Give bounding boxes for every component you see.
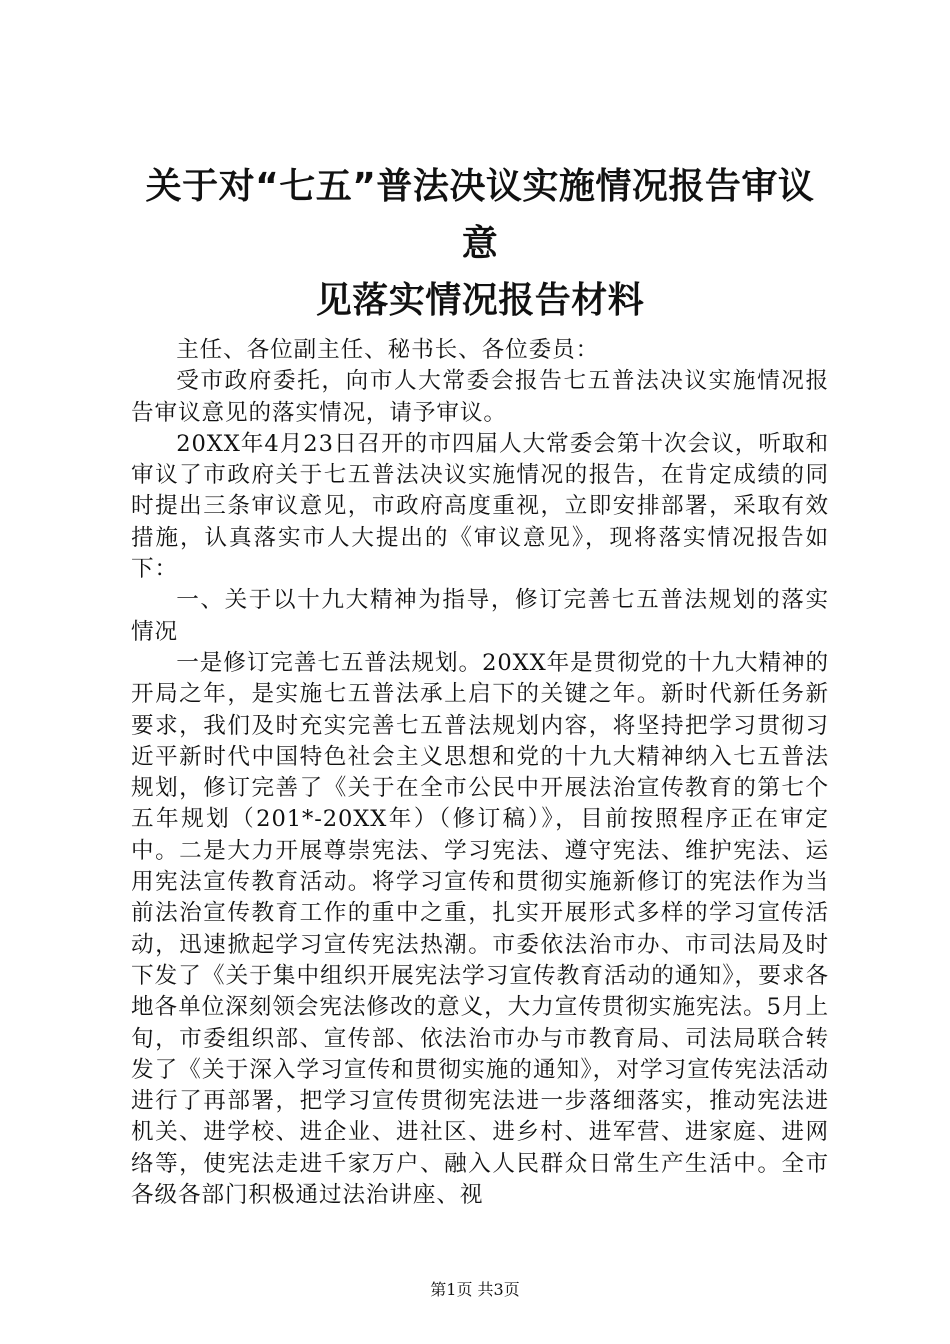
paragraph-section-1: 一是修订完善七五普法规划。20XX年是贯彻党的十九大精神的开局之年，是实施七五普法承上启下的关键之年。新时代新任务新要求，我们及时充实完善七五普法规划内容，将坚持把学习贯彻习近平新时代中国特色社会主义思想和党的十九大精神纳入七五普法规划，修订完善了《关于在全市公民中开展法治宣传教育的第七个五年规划（201*-20XX年）（修订稿）》，目前按照程序正在审定中。二是大力开展尊崇宪法、学习宪法、遵守宪法、维护宪法、运用宪法宣传教育活动。将学习宣传和贯彻实施新修订的宪法作为当前法治宣传教育工作的重中之重，扎实开展形式多样的学习宣传活动，迅速掀起学习宣传宪法热潮。市委依法治市办、市司法局及时下发了《关于集中组织开展宪法学习宣传教育活动的通知》，要求各地各单位深刻领会宪法修改的意义，大力宣传贯彻实施宪法。5月上旬，市委组织部、宣传部、依法治市办与市教育局、司法局联合转发了《关于深入学习宣传和贯彻实施的通知》，对学习宣传宪法活动进行了再部署，把学习宣传贯彻宪法进一步落细落实，推动宪法进机关、进学校、进企业、进社区、进乡村、进军营、进家庭、进网络等，使宪法走进千家万户、融入人民群众日常生产生活中。全市各级各部门积极通过法治讲座、视 <box>131 649 829 1209</box>
title-line-1: 关于对“七五”普法决议实施情况报告审议意 <box>145 166 815 264</box>
title-line-2: 见落实情况报告材料 <box>315 280 645 321</box>
document-title <box>131 158 829 329</box>
document-body <box>131 335 829 1211</box>
document-page <box>131 158 829 1211</box>
salutation: 主任、各位副主任、秘书长、各位委员： <box>176 337 600 363</box>
paragraph-intro: 受市政府委托，向市人大常委会报告七五普法决议实施情况报告审议意见的落实情况，请予审议。 <box>131 368 829 426</box>
page-footer: 第1页 共3页 <box>430 1280 520 1299</box>
paragraph-background: 20XX年4月23日召开的市四届人大常委会第十次会议，听取和审议了市政府关于七五普法决议实施情况的报告，在肯定成绩的同时提出三条审议意见，市政府高度重视，立即安排部署，采取有效措施，认真落实市人大提出的《审议意见》，现将落实情况报告如下： <box>131 430 829 583</box>
section-heading-1: 一、关于以十九大精神为指导，修订完善七五普法规划的落实情况 <box>131 587 829 645</box>
